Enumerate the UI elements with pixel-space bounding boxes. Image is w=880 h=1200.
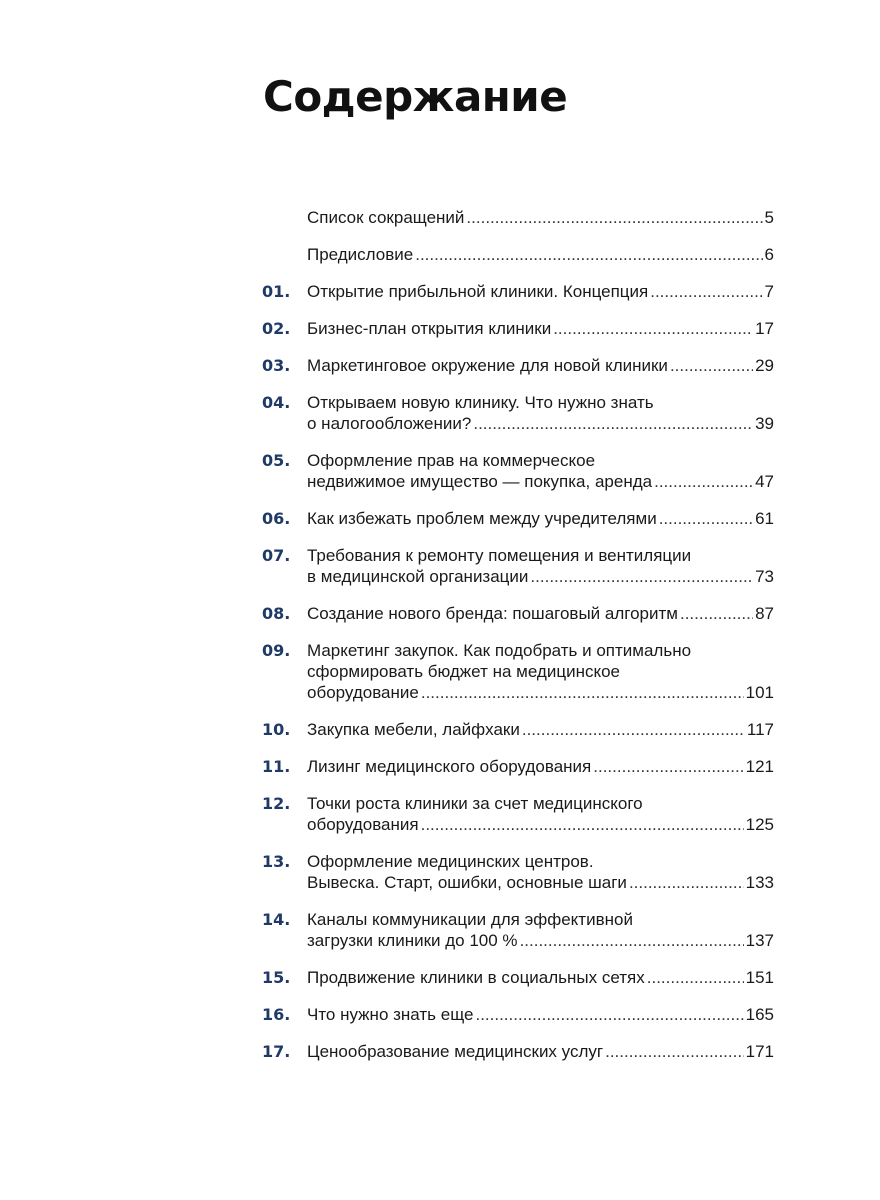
page-title: Содержание	[263, 72, 568, 121]
chapter-title: Предисловие	[307, 245, 414, 264]
toc-entry[interactable]	[262, 793, 774, 835]
toc-entry[interactable]	[262, 281, 774, 302]
chapter-title: Каналы коммуникации для эффективной	[307, 910, 633, 929]
page-number: 6	[764, 245, 774, 264]
dot-leader	[654, 471, 753, 492]
dot-leader	[553, 318, 753, 339]
toc-entry[interactable]	[262, 756, 774, 777]
toc-entry[interactable]	[262, 603, 774, 624]
chapter-title: Точки роста клиники за счет медицинского	[307, 794, 643, 813]
chapter-number: 02.	[262, 319, 291, 338]
dot-leader	[680, 603, 753, 624]
chapter-title: загрузки клиники до 100 %	[307, 931, 518, 950]
page-number: 39	[755, 414, 774, 433]
chapter-title: в медицинской организации	[307, 567, 529, 586]
page-number: 133	[745, 873, 774, 892]
chapter-title: Требования к ремонту помещения и вентиляции	[307, 546, 692, 565]
chapter-title: Как избежать проблем между учредителями	[307, 509, 657, 528]
chapter-number: 04.	[262, 393, 291, 412]
chapter-title: Что нужно знать еще	[307, 1005, 474, 1024]
chapter-number: 05.	[262, 451, 291, 470]
chapter-title: Маркетинговое окружение для новой клиники	[307, 356, 668, 375]
page-number: 117	[746, 720, 774, 739]
toc-entry[interactable]	[262, 967, 774, 988]
chapter-title: Открытие прибыльной клиники. Концепция	[307, 282, 649, 301]
chapter-title: оборудование	[307, 683, 419, 702]
dot-leader	[415, 244, 762, 265]
page-number: 5	[764, 208, 774, 227]
dot-leader	[475, 1004, 743, 1025]
page-number: 7	[764, 282, 774, 301]
toc-entry[interactable]	[262, 450, 774, 492]
chapter-number: 14.	[262, 910, 291, 929]
chapter-number: 15.	[262, 968, 291, 987]
dot-leader	[629, 872, 744, 893]
chapter-number: 09.	[262, 641, 291, 660]
dot-leader	[520, 930, 744, 951]
chapter-title: Создание нового бренда: пошаговый алгоритм	[307, 604, 678, 623]
dot-leader	[670, 355, 753, 376]
page-number: 101	[745, 683, 774, 702]
toc-entry[interactable]	[262, 909, 774, 951]
dot-leader	[530, 566, 753, 587]
chapter-number: 08.	[262, 604, 291, 623]
chapter-number: 03.	[262, 356, 291, 375]
toc-entry[interactable]	[262, 244, 774, 265]
page-number: 47	[755, 472, 774, 491]
chapter-number: 16.	[262, 1005, 291, 1024]
chapter-number: 13.	[262, 852, 291, 871]
toc-entry[interactable]	[262, 640, 774, 703]
chapter-title: сформировать бюджет на медицинское	[307, 662, 620, 681]
dot-leader	[473, 413, 753, 434]
toc-entry[interactable]	[262, 851, 774, 893]
chapter-title: Лизинг медицинского оборудования	[307, 757, 592, 776]
chapter-title: Оформление прав на коммерческое	[307, 451, 596, 470]
dot-leader	[466, 207, 762, 228]
dot-leader	[647, 967, 744, 988]
page-number: 87	[755, 604, 774, 623]
chapter-title: недвижимое имущество — покупка, аренда	[307, 472, 653, 491]
chapter-number: 17.	[262, 1042, 291, 1061]
toc-entry[interactable]	[262, 318, 774, 339]
chapter-title: Бизнес-план открытия клиники	[307, 319, 552, 338]
chapter-title: Список сокращений	[307, 208, 465, 227]
toc-entry[interactable]	[262, 355, 774, 376]
chapter-number: 11.	[262, 757, 291, 776]
dot-leader	[421, 682, 744, 703]
page-number: 17	[755, 319, 774, 338]
dot-leader	[650, 281, 762, 302]
dot-leader	[605, 1041, 744, 1062]
chapter-title: Открываем новую клинику. Что нужно знать	[307, 393, 654, 412]
table-of-contents	[262, 207, 774, 1062]
page-number: 73	[755, 567, 774, 586]
page-number: 125	[745, 815, 774, 834]
toc-entry[interactable]	[262, 545, 774, 587]
page-number: 121	[745, 757, 774, 776]
chapter-title: Вывеска. Старт, ошибки, основные шаги	[307, 873, 627, 892]
toc-entry[interactable]	[262, 207, 774, 228]
chapter-title: Оформление медицинских центров.	[307, 852, 594, 871]
page-number: 61	[755, 509, 774, 528]
page-number: 29	[755, 356, 774, 375]
page-number: 137	[745, 931, 774, 950]
dot-leader	[522, 719, 745, 740]
chapter-title: Закупка мебели, лайфхаки	[307, 720, 520, 739]
chapter-title: оборудования	[307, 815, 419, 834]
toc-entry[interactable]	[262, 1041, 774, 1062]
chapter-number: 12.	[262, 794, 291, 813]
toc-entry[interactable]	[262, 719, 774, 740]
page-number: 151	[745, 968, 774, 987]
toc-entry[interactable]	[262, 1004, 774, 1025]
chapter-title: Продвижение клиники в социальных сетях	[307, 968, 645, 987]
chapter-title: Маркетинг закупок. Как подобрать и оптимально	[307, 641, 692, 660]
dot-leader	[659, 508, 753, 529]
dot-leader	[593, 756, 743, 777]
toc-entry[interactable]	[262, 508, 774, 529]
chapter-number: 07.	[262, 546, 291, 565]
chapter-number: 06.	[262, 509, 291, 528]
chapter-title: о налогообложении?	[307, 414, 472, 433]
toc-entry[interactable]	[262, 392, 774, 434]
dot-leader	[421, 814, 744, 835]
page-number: 165	[745, 1005, 774, 1024]
chapter-number: 01.	[262, 282, 291, 301]
page-number: 171	[745, 1042, 774, 1061]
chapter-title: Ценообразование медицинских услуг	[307, 1042, 604, 1061]
chapter-number: 10.	[262, 720, 291, 739]
